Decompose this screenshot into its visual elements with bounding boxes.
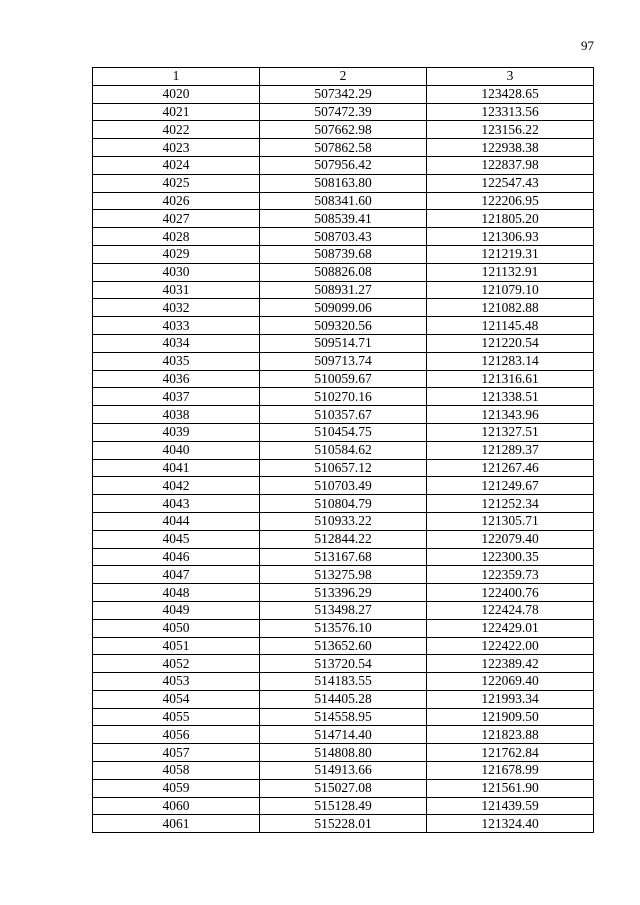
table-cell: 121343.96 bbox=[427, 406, 594, 424]
table-row bbox=[93, 512, 594, 530]
table-cell: 513275.98 bbox=[260, 566, 427, 584]
table-cell: 510357.67 bbox=[260, 406, 427, 424]
table-cell: 510933.22 bbox=[260, 512, 427, 530]
table-cell: 4020 bbox=[93, 85, 260, 103]
table-cell: 122389.42 bbox=[427, 655, 594, 673]
table-cell: 4035 bbox=[93, 352, 260, 370]
table-cell: 4056 bbox=[93, 726, 260, 744]
table-cell: 4046 bbox=[93, 548, 260, 566]
table-cell: 4055 bbox=[93, 708, 260, 726]
table-cell: 122069.40 bbox=[427, 673, 594, 691]
table-row bbox=[93, 317, 594, 335]
page-number: 97 bbox=[581, 38, 594, 53]
table-cell: 509099.06 bbox=[260, 299, 427, 317]
table-cell: 510703.49 bbox=[260, 477, 427, 495]
table-cell: 121327.51 bbox=[427, 423, 594, 441]
table-cell: 122938.38 bbox=[427, 139, 594, 157]
table-cell: 4042 bbox=[93, 477, 260, 495]
table-cell: 515027.08 bbox=[260, 779, 427, 797]
table-cell: 122837.98 bbox=[427, 156, 594, 174]
table-row bbox=[93, 121, 594, 139]
table-cell: 122206.95 bbox=[427, 192, 594, 210]
table-cell: 4026 bbox=[93, 192, 260, 210]
table-row bbox=[93, 352, 594, 370]
table-cell: 121289.37 bbox=[427, 441, 594, 459]
table-cell: 123428.65 bbox=[427, 85, 594, 103]
table-row bbox=[93, 156, 594, 174]
table-cell: 514714.40 bbox=[260, 726, 427, 744]
table-cell: 122079.40 bbox=[427, 530, 594, 548]
table-cell: 515228.01 bbox=[260, 815, 427, 833]
table-cell: 514558.95 bbox=[260, 708, 427, 726]
table-cell: 121338.51 bbox=[427, 388, 594, 406]
table-cell: 509320.56 bbox=[260, 317, 427, 335]
header-row bbox=[93, 68, 594, 86]
table-cell: 4036 bbox=[93, 370, 260, 388]
table-cell: 4045 bbox=[93, 530, 260, 548]
table-cell: 122422.00 bbox=[427, 637, 594, 655]
table-row bbox=[93, 423, 594, 441]
table-cell: 4060 bbox=[93, 797, 260, 815]
table-cell: 4024 bbox=[93, 156, 260, 174]
table-row bbox=[93, 281, 594, 299]
table-cell: 514913.66 bbox=[260, 762, 427, 780]
table-body bbox=[93, 85, 594, 832]
table-cell: 121823.88 bbox=[427, 726, 594, 744]
table-row bbox=[93, 245, 594, 263]
table-cell: 121145.48 bbox=[427, 317, 594, 335]
table-row bbox=[93, 797, 594, 815]
table-row bbox=[93, 762, 594, 780]
table-cell: 508826.08 bbox=[260, 263, 427, 281]
table-row bbox=[93, 192, 594, 210]
table-row bbox=[93, 139, 594, 157]
table-cell: 121316.61 bbox=[427, 370, 594, 388]
table-cell: 4057 bbox=[93, 744, 260, 762]
table-cell: 122300.35 bbox=[427, 548, 594, 566]
table-row bbox=[93, 779, 594, 797]
table-cell: 507862.58 bbox=[260, 139, 427, 157]
table-cell: 121439.59 bbox=[427, 797, 594, 815]
header-cell-1: 1 bbox=[93, 68, 260, 86]
table-cell: 123156.22 bbox=[427, 121, 594, 139]
table-cell: 4025 bbox=[93, 174, 260, 192]
table-cell: 4044 bbox=[93, 512, 260, 530]
table-cell: 515128.49 bbox=[260, 797, 427, 815]
table-cell: 121909.50 bbox=[427, 708, 594, 726]
table-cell: 4061 bbox=[93, 815, 260, 833]
table-row bbox=[93, 673, 594, 691]
table-cell: 4041 bbox=[93, 459, 260, 477]
table-row bbox=[93, 530, 594, 548]
table-cell: 4043 bbox=[93, 495, 260, 513]
table-cell: 121219.31 bbox=[427, 245, 594, 263]
table-cell: 121267.46 bbox=[427, 459, 594, 477]
table-cell: 508163.80 bbox=[260, 174, 427, 192]
table-cell: 510657.12 bbox=[260, 459, 427, 477]
table-cell: 4027 bbox=[93, 210, 260, 228]
table-cell: 4028 bbox=[93, 228, 260, 246]
table-row bbox=[93, 601, 594, 619]
table-cell: 513396.29 bbox=[260, 584, 427, 602]
table-cell: 513498.27 bbox=[260, 601, 427, 619]
table-row bbox=[93, 690, 594, 708]
table-cell: 121324.40 bbox=[427, 815, 594, 833]
table-row bbox=[93, 103, 594, 121]
table-cell: 121249.67 bbox=[427, 477, 594, 495]
table-cell: 513167.68 bbox=[260, 548, 427, 566]
table-cell: 121762.84 bbox=[427, 744, 594, 762]
table-cell: 513576.10 bbox=[260, 619, 427, 637]
table-row bbox=[93, 708, 594, 726]
table-row bbox=[93, 637, 594, 655]
table-cell: 4038 bbox=[93, 406, 260, 424]
table-cell: 4022 bbox=[93, 121, 260, 139]
table-cell: 4053 bbox=[93, 673, 260, 691]
table-cell: 121252.34 bbox=[427, 495, 594, 513]
table-cell: 121305.71 bbox=[427, 512, 594, 530]
table-cell: 122429.01 bbox=[427, 619, 594, 637]
table-cell: 122400.76 bbox=[427, 584, 594, 602]
table-row bbox=[93, 477, 594, 495]
table-cell: 4058 bbox=[93, 762, 260, 780]
table-row bbox=[93, 726, 594, 744]
table-row bbox=[93, 263, 594, 281]
table-cell: 4059 bbox=[93, 779, 260, 797]
table-cell: 508739.68 bbox=[260, 245, 427, 263]
table-cell: 4049 bbox=[93, 601, 260, 619]
table-cell: 509713.74 bbox=[260, 352, 427, 370]
table-row bbox=[93, 210, 594, 228]
table-cell: 121678.99 bbox=[427, 762, 594, 780]
table-cell: 508539.41 bbox=[260, 210, 427, 228]
coordinates-table bbox=[92, 67, 594, 833]
table-cell: 510584.62 bbox=[260, 441, 427, 459]
table-cell: 4052 bbox=[93, 655, 260, 673]
table-row bbox=[93, 85, 594, 103]
table-cell: 4029 bbox=[93, 245, 260, 263]
table-row bbox=[93, 370, 594, 388]
table-cell: 121306.93 bbox=[427, 228, 594, 246]
table-cell: 4034 bbox=[93, 334, 260, 352]
table-cell: 4050 bbox=[93, 619, 260, 637]
table-row bbox=[93, 744, 594, 762]
table-cell: 514405.28 bbox=[260, 690, 427, 708]
table-cell: 122547.43 bbox=[427, 174, 594, 192]
header-cell-2: 2 bbox=[260, 68, 427, 86]
table-cell: 510059.67 bbox=[260, 370, 427, 388]
table-cell: 508341.60 bbox=[260, 192, 427, 210]
table-cell: 121805.20 bbox=[427, 210, 594, 228]
table-cell: 121132.91 bbox=[427, 263, 594, 281]
table-cell: 4047 bbox=[93, 566, 260, 584]
table-cell: 4051 bbox=[93, 637, 260, 655]
table-row bbox=[93, 228, 594, 246]
table-row bbox=[93, 441, 594, 459]
table-cell: 4023 bbox=[93, 139, 260, 157]
table-row bbox=[93, 584, 594, 602]
table-row bbox=[93, 406, 594, 424]
table-cell: 510804.79 bbox=[260, 495, 427, 513]
table-cell: 122359.73 bbox=[427, 566, 594, 584]
table-row bbox=[93, 619, 594, 637]
table-cell: 510270.16 bbox=[260, 388, 427, 406]
table-cell: 121220.54 bbox=[427, 334, 594, 352]
table-row bbox=[93, 299, 594, 317]
table-cell: 513652.60 bbox=[260, 637, 427, 655]
table-row bbox=[93, 815, 594, 833]
table-row bbox=[93, 495, 594, 513]
table-cell: 4039 bbox=[93, 423, 260, 441]
table-cell: 121079.10 bbox=[427, 281, 594, 299]
table-cell: 4037 bbox=[93, 388, 260, 406]
table-cell: 122424.78 bbox=[427, 601, 594, 619]
table-cell: 123313.56 bbox=[427, 103, 594, 121]
table-row bbox=[93, 655, 594, 673]
table-cell: 509514.71 bbox=[260, 334, 427, 352]
table-cell: 508703.43 bbox=[260, 228, 427, 246]
table-cell: 4048 bbox=[93, 584, 260, 602]
table-cell: 4030 bbox=[93, 263, 260, 281]
table-cell: 514808.80 bbox=[260, 744, 427, 762]
table-row bbox=[93, 174, 594, 192]
table-cell: 4032 bbox=[93, 299, 260, 317]
table-cell: 513720.54 bbox=[260, 655, 427, 673]
table-cell: 121082.88 bbox=[427, 299, 594, 317]
table-cell: 4040 bbox=[93, 441, 260, 459]
table-header bbox=[93, 68, 594, 86]
table-cell: 4054 bbox=[93, 690, 260, 708]
table-cell: 507342.29 bbox=[260, 85, 427, 103]
header-cell-3: 3 bbox=[427, 68, 594, 86]
table-cell: 507956.42 bbox=[260, 156, 427, 174]
table-row bbox=[93, 388, 594, 406]
table-cell: 508931.27 bbox=[260, 281, 427, 299]
table-cell: 121561.90 bbox=[427, 779, 594, 797]
table-cell: 512844.22 bbox=[260, 530, 427, 548]
table-cell: 121993.34 bbox=[427, 690, 594, 708]
table-cell: 507662.98 bbox=[260, 121, 427, 139]
table-row bbox=[93, 334, 594, 352]
table-cell: 4031 bbox=[93, 281, 260, 299]
table-cell: 4021 bbox=[93, 103, 260, 121]
table-cell: 4033 bbox=[93, 317, 260, 335]
table-cell: 121283.14 bbox=[427, 352, 594, 370]
table-cell: 510454.75 bbox=[260, 423, 427, 441]
table-row bbox=[93, 548, 594, 566]
table-row bbox=[93, 566, 594, 584]
table-cell: 507472.39 bbox=[260, 103, 427, 121]
table-cell: 514183.55 bbox=[260, 673, 427, 691]
table-row bbox=[93, 459, 594, 477]
